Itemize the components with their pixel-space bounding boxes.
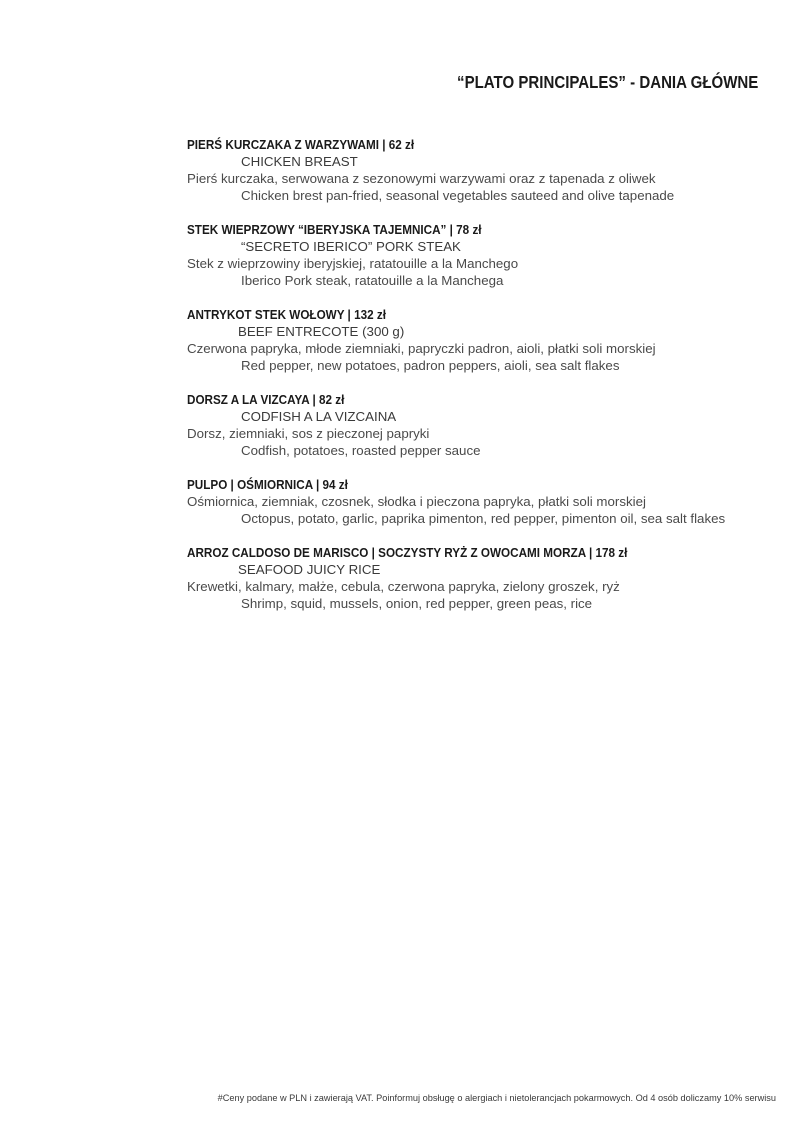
dish-description-en: Iberico Pork steak, ratatouille a la Manchega <box>241 273 504 288</box>
dish-description-en: Red pepper, new potatoes, padron peppers, aioli, sea salt flakes <box>241 358 620 373</box>
dish-description-en: Chicken brest pan-fried, seasonal vegetables sauteed and olive tapenade <box>241 188 675 203</box>
dish-name: PIERŚ KURCZAKA Z WARZYWAMI | 62 zł <box>187 137 415 152</box>
dish-description-pl: Czerwona papryka, młode ziemniaki, papryczki padron, aioli, płatki soli morskiej <box>187 341 656 356</box>
dish-subtitle: “SECRETO IBERICO” PORK STEAK <box>241 239 461 254</box>
dish-item <box>187 221 787 289</box>
footnote: #Ceny podane w PLN i zawierają VAT. Poinformuj obsługę o alergiach i nietolerancjach pokarmowych. Od 4 osób doliczamy 10% serwisu <box>217 1093 776 1103</box>
dish-name: ANTRYKOT STEK WOŁOWY | 132 zł <box>187 307 386 322</box>
dish-name: ARROZ CALDOSO DE MARISCO | SOCZYSTY RYŻ Z OWOCAMI MORZA | 178 zł <box>187 545 628 560</box>
dish-name: STEK WIEPRZOWY “IBERYJSKA TAJEMNICA” | 78 zł <box>187 222 482 237</box>
dish-description-en: Octopus, potato, garlic, paprika pimenton, red pepper, pimenton oil, sea salt flakes <box>241 511 726 526</box>
dish-name: DORSZ A LA VIZCAYA | 82 zł <box>187 392 345 407</box>
dish-description-pl: Pierś kurczaka, serwowana z sezonowymi warzywami oraz z tapenada z oliwek <box>187 171 656 186</box>
dish-subtitle: CODFISH A LA VIZCAINA <box>241 409 397 424</box>
dish-item <box>187 476 787 527</box>
dish-item <box>187 136 787 204</box>
dish-description-pl: Ośmiornica, ziemniak, czosnek, słodka i pieczona papryka, płatki soli morskiej <box>187 494 646 509</box>
dish-name: PULPO | OŚMIORNICA | 94 zł <box>187 477 348 492</box>
dish-description-pl: Krewetki, kalmary, małże, cebula, czerwona papryka, zielony groszek, ryż <box>187 579 620 594</box>
dish-subtitle: BEEF ENTRECOTE (300 g) <box>238 324 405 339</box>
dish-subtitle: SEAFOOD JUICY RICE <box>238 562 381 577</box>
dish-description-pl: Dorsz, ziemniaki, sos z pieczonej papryki <box>187 426 430 441</box>
page-title: “PLATO PRINCIPALES” - DANIA GŁÓWNE <box>456 72 758 92</box>
dish-item <box>187 544 787 612</box>
dish-description-en: Shrimp, squid, mussels, onion, red pepper, green peas, rice <box>241 596 593 611</box>
dish-description-en: Codfish, potatoes, roasted pepper sauce <box>241 443 481 458</box>
menu-list <box>187 136 787 629</box>
dish-subtitle: CHICKEN BREAST <box>241 154 358 169</box>
dish-description-pl: Stek z wieprzowiny iberyjskiej, ratatouille a la Manchego <box>187 256 519 271</box>
dish-item <box>187 391 787 459</box>
dish-item <box>187 306 787 374</box>
